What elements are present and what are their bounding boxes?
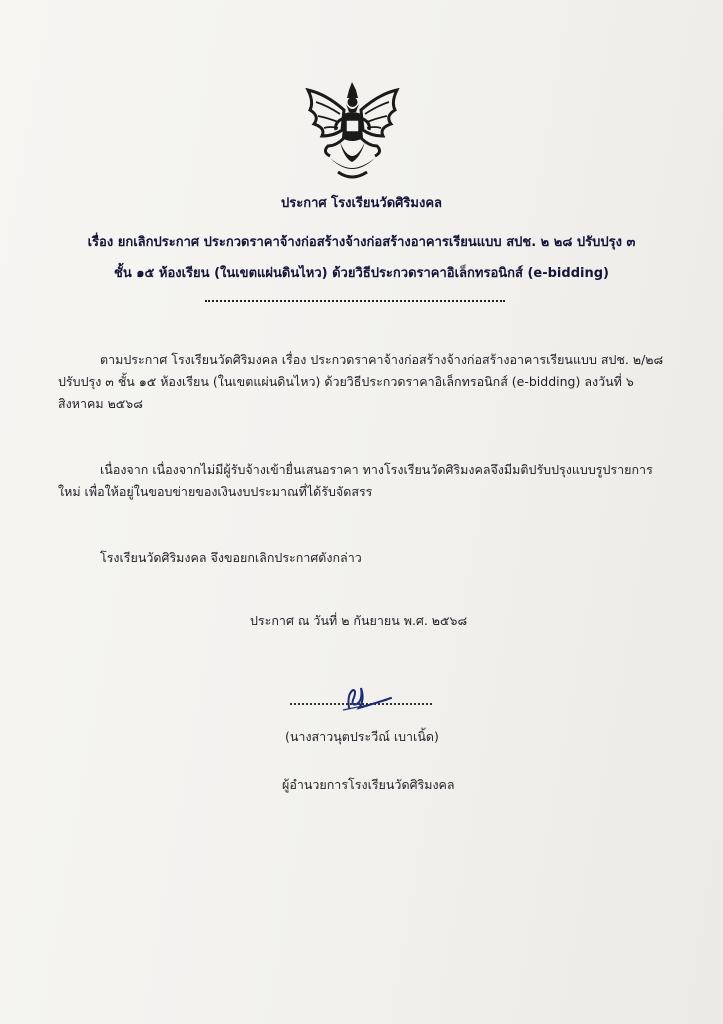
subject-line-1: เรื่อง ยกเลิกประกาศ ประกวดราคาจ้างก่อสร้างจ้างก่อสร้างอาคารเรียนแบบ สปช. ๒ ๒๘ ปรับปรุง ๓ — [87, 235, 636, 250]
dotted-divider — [205, 300, 505, 302]
paragraph-cancellation — [58, 547, 670, 569]
subject-line-2: ชั้น ๑๕ ห้องเรียน (ในเขตแผ่นดินไหว) ด้วยวิธีประกวดราคาอิเล็กทรอนิกส์ (e-bidding) — [114, 266, 609, 281]
announcement-title: ประกาศ โรงเรียนวัดศิริมงคล — [281, 196, 442, 211]
announcement-date: ประกาศ ณ วันที่ ๒ กันยายน พ.ศ. ๒๕๖๘ — [250, 613, 468, 628]
paragraph-reference-text: ตามประกาศ โรงเรียนวัดศิริมงคล เรื่อง ประกวดราคาจ้างก่อสร้างจ้างก่อสร้างอาคารเรียนแบบ สปช. ๒/๒๘ ปรับปรุง ๓ ชั้น ๑๕ ห้องเรียน (ในเขตแผ่นดินไหว) ด้วยวิธีประกวดราคาอิเล็กทรอนิกส์ (e-bidding) ลงวันที่ ๖ สิงหาคม ๒๕๖๘ — [58, 352, 664, 411]
signer-position: ผู้อำนวยการโรงเรียนวัดศิริมงคล — [282, 777, 455, 792]
handwritten-signature — [325, 680, 395, 716]
paragraph-reference — [58, 349, 670, 415]
paragraph-cancellation-text: โรงเรียนวัดศิริมงคล จึงขอยกเลิกประกาศดังกล่าว — [100, 550, 362, 565]
paragraph-reason-text: เนื่องจาก เนื่องจากไม่มีผู้รับจ้างเข้ายื่นเสนอราคา ทางโรงเรียนวัดศิริมงคลจึงมีมติปรับปรุงแบบรูปรายการใหม่ เพื่อให้อยู่ในขอบข่ายของเงินงบประมาณที่ได้รับจัดสรร — [58, 462, 653, 499]
paragraph-reason — [58, 459, 670, 503]
signer-name: (นางสาวนุตประวีณ์ เบาเนิ้ด) — [285, 729, 439, 744]
garuda-emblem-icon — [300, 80, 405, 185]
